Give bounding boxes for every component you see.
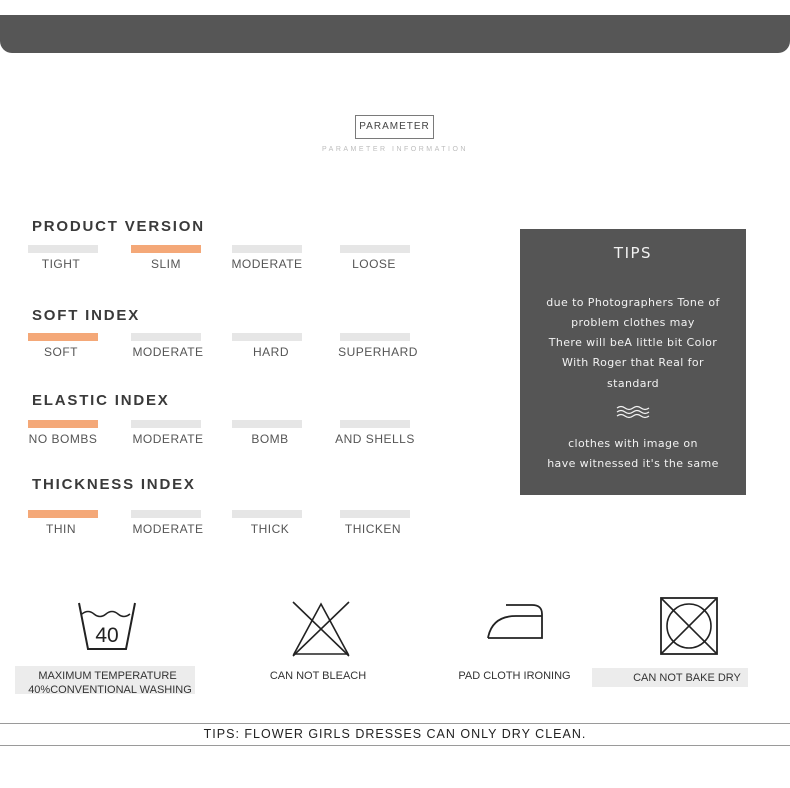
wave-icon <box>616 405 650 419</box>
no-bleach-icon <box>290 600 352 658</box>
section-title-product-version: PRODUCT VERSION <box>32 218 205 235</box>
wash-temperature: 40 <box>95 624 119 647</box>
option-label-thick: THICK <box>250 522 290 536</box>
option-bar-slim <box>131 245 201 253</box>
option-bar-thin <box>28 510 98 518</box>
tips-line: problem clothes may <box>571 316 695 329</box>
section-title-elastic-index: ELASTIC INDEX <box>32 392 170 409</box>
option-label-hard: HARD <box>252 345 289 359</box>
option-label-moderate: MODERATE <box>132 432 204 446</box>
option-label-no-bombs: NO BOMBS <box>28 432 98 446</box>
tips-line: There will beA little bit Color <box>548 336 718 349</box>
option-label-thicken: THICKEN <box>344 522 402 536</box>
option-label-moderate: MODERATE <box>132 345 204 359</box>
option-bar-no-bombs <box>28 420 98 428</box>
section-title-thickness-index: THICKNESS INDEX <box>32 476 196 493</box>
section-title-soft-index: SOFT INDEX <box>32 307 141 324</box>
tips-line: With Roger that Real for <box>562 356 704 369</box>
wash-label-2: 40%CONVENTIONAL WASHING <box>28 684 192 696</box>
option-bar-tight <box>28 245 98 253</box>
option-label-thin: THIN <box>46 522 76 536</box>
bleach-label: CAN NOT BLEACH <box>269 670 367 682</box>
option-label-tight: TIGHT <box>41 257 81 271</box>
option-label-bomb: BOMB <box>251 432 289 446</box>
no-tumble-dry-icon <box>659 596 719 656</box>
wash-label-1: MAXIMUM TEMPERATURE <box>38 670 177 682</box>
option-bar-thick <box>232 510 302 518</box>
option-bar-moderate <box>232 245 302 253</box>
option-bar-superhard <box>340 333 410 341</box>
option-bar-moderate <box>131 333 201 341</box>
option-label-slim: SLIM <box>150 257 181 271</box>
option-label-superhard: SUPERHARD <box>338 345 418 359</box>
option-bar-bomb <box>232 420 302 428</box>
tips-line: clothes with image on <box>568 437 698 450</box>
option-label-moderate: MODERATE <box>231 257 303 271</box>
option-label-moderate: MODERATE <box>132 522 204 536</box>
option-bar-loose <box>340 245 410 253</box>
option-bar-thicken <box>340 510 410 518</box>
tips-title: TIPS <box>613 244 653 262</box>
ironing-label: PAD CLOTH IRONING <box>458 670 571 682</box>
footer-divider-top <box>0 723 790 724</box>
top-banner <box>0 15 790 53</box>
parameter-badge: PARAMETER <box>355 115 434 139</box>
parameter-subtitle: PARAMETER INFORMATION <box>322 146 468 153</box>
option-bar-moderate <box>131 510 201 518</box>
footer-tip: TIPS: FLOWER GIRLS DRESSES CAN ONLY DRY CLEAN. <box>203 727 587 741</box>
option-label-and-shells: AND SHELLS <box>335 432 415 446</box>
option-bar-hard <box>232 333 302 341</box>
tips-line: due to Photographers Tone of <box>546 296 720 309</box>
tips-panel <box>520 229 746 495</box>
ironing-icon <box>486 602 544 642</box>
wash-tub-icon <box>76 600 138 652</box>
option-label-soft: SOFT <box>44 345 78 359</box>
dry-label: CAN NOT BAKE DRY <box>633 672 741 684</box>
tips-line: standard <box>607 377 659 390</box>
footer-divider-bottom <box>0 745 790 746</box>
option-bar-moderate <box>131 420 201 428</box>
option-bar-and-shells <box>340 420 410 428</box>
tips-line: have witnessed it's the same <box>547 457 719 470</box>
option-bar-soft <box>28 333 98 341</box>
option-label-loose: LOOSE <box>352 257 396 271</box>
